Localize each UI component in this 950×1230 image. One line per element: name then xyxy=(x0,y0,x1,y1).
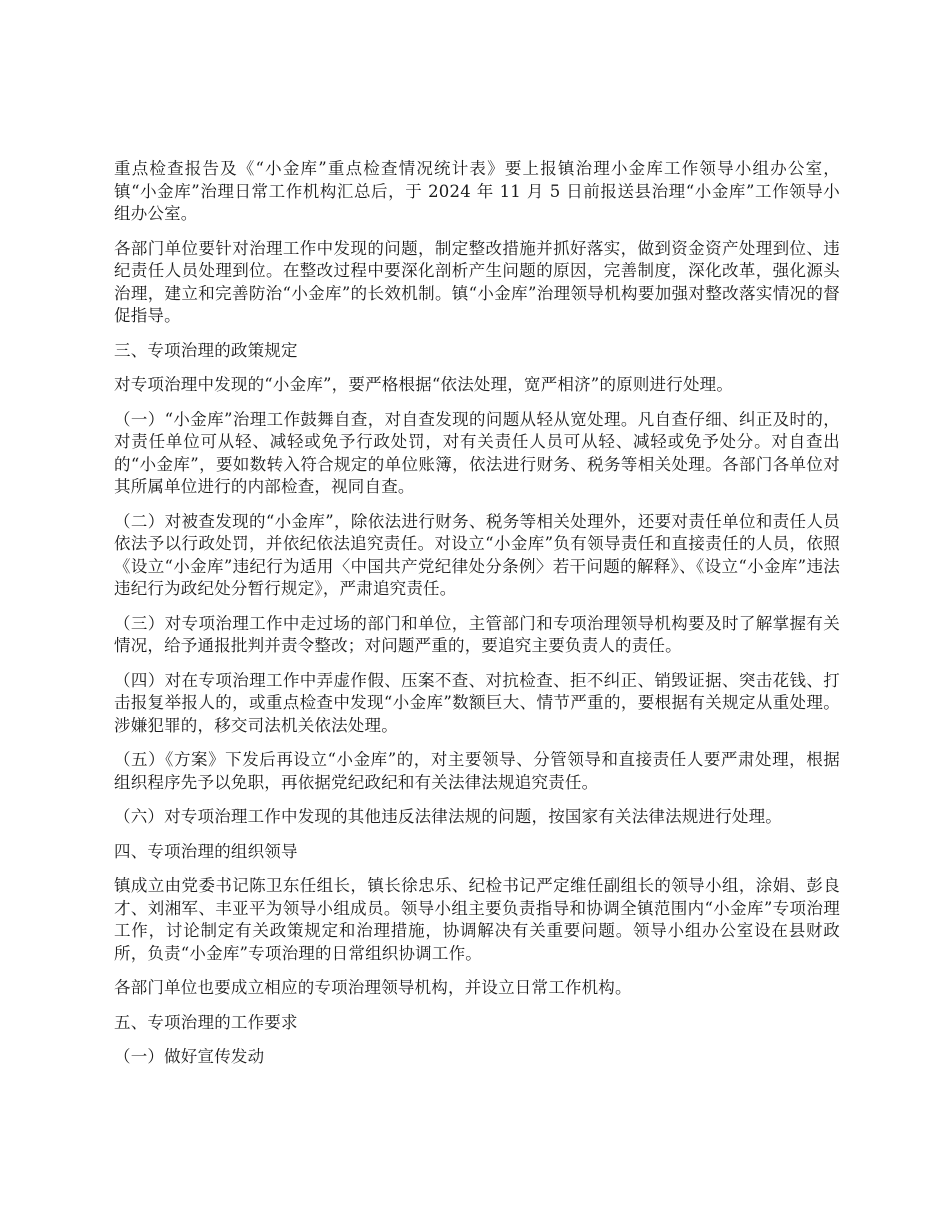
paragraph-policy-item-4: （四）对在专项治理工作中弄虚作假、压案不查、对抗检查、拒不纠正、销毁证据、突击花钱、打击报复举报人的，或重点检查中发现“小金库”数额巨大、情节严重的，要根据有关规定从重处理。涉嫌犯罪的，移交司法机关依法处理。 xyxy=(114,670,840,735)
paragraph-policy-item-3: （三）对专项治理工作中走过场的部门和单位，主管部门和专项治理领导机构要及时了解掌握有关情况，给予通报批判并责令整改；对问题严重的，要追究主要负责人的责任。 xyxy=(114,613,840,655)
paragraph-policy-item-1: （一）“小金库”治理工作鼓舞自查，对自查发现的问题从轻从宽处理。凡自查仔细、纠正及时的，对责任单位可从轻、减轻或免予行政处罚，对有关责任人员可从轻、减轻或免予处分。对自查出的“小金库”，要如数转入符合规定的单位账簿，依法进行财务、税务等相关处理。各部门各单位对其所属单位进行的内部检查，视同自查。 xyxy=(114,409,840,496)
paragraph-leadership-group: 镇成立由党委书记陈卫东任组长，镇长徐忠乐、纪检书记严定维任副组长的领导小组，涂娟、彭良才、刘湘军、丰亚平为领导小组成员。领导小组主要负责指导和协调全镇范围内“小金库”专项治理工作，讨论制定有关政策规定和治理措施，协调解决有关重要问题。领导小组办公室设在县财政所，负责“小金库”专项治理的日常组织协调工作。 xyxy=(114,876,840,963)
section-heading-requirements: 五、专项治理的工作要求 xyxy=(114,1012,298,1032)
paragraph-rectification: 各部门单位要针对治理工作中发现的问题，制定整改措施并抓好落实，做到资金资产处理到位、违纪责任人员处理到位。在整改过程中要深化剖析产生问题的原因，完善制度，深化改革，强化源头治理，建立和完善防治“小金库”的长效机制。镇“小金库”治理领导机构要加强对整改落实情况的督促指导。 xyxy=(114,238,840,325)
paragraph-policy-principle: 对专项治理中发现的“小金库”，要严格根据“依法处理，宽严相济”的原则进行处理。 xyxy=(114,375,734,394)
section-heading-policy: 三、专项治理的政策规定 xyxy=(114,340,298,360)
paragraph-policy-item-5: （五）《方案》下发后再设立“小金库”的，对主要领导、分管领导和直接责任人要严肃处理，根据组织程序先予以免职，再依据党纪政纪和有关法律法规追究责任。 xyxy=(114,750,840,792)
document-body xyxy=(114,158,840,1081)
section-heading-leadership: 四、专项治理的组织领导 xyxy=(114,841,298,861)
paragraph-report-submission: 重点检查报告及《“小金库”重点检查情况统计表》要上报镇治理小金库工作领导小组办公室，镇“小金库”治理日常工作机构汇总后，于 2024 年 11 月 5 日前报送县治理“小金库”工作领导小组办公室。 xyxy=(114,159,840,223)
paragraph-leadership-units: 各部门单位也要成立相应的专项治理领导机构，并设立日常工作机构。 xyxy=(114,978,632,997)
subsection-heading-publicity: （一）做好宣传发动 xyxy=(114,1047,265,1066)
paragraph-policy-item-6: （六）对专项治理工作中发现的其他违反法律法规的问题，按国家有关法律法规进行处理。 xyxy=(114,807,782,826)
paragraph-policy-item-2: （二）对被查发现的“小金库”，除依法进行财务、税务等相关处理外，还要对责任单位和责任人员依法予以行政处罚，并依纪依法追究责任。对设立“小金库”负有领导责任和直接责任的人员，依照《设立“小金库”违纪行为适用〈中国共产党纪律处分条例〉若干问题的解释》、《设立“小金库”违法违纪行为政纪处分暂行规定》，严肃追究责任。 xyxy=(114,511,840,598)
